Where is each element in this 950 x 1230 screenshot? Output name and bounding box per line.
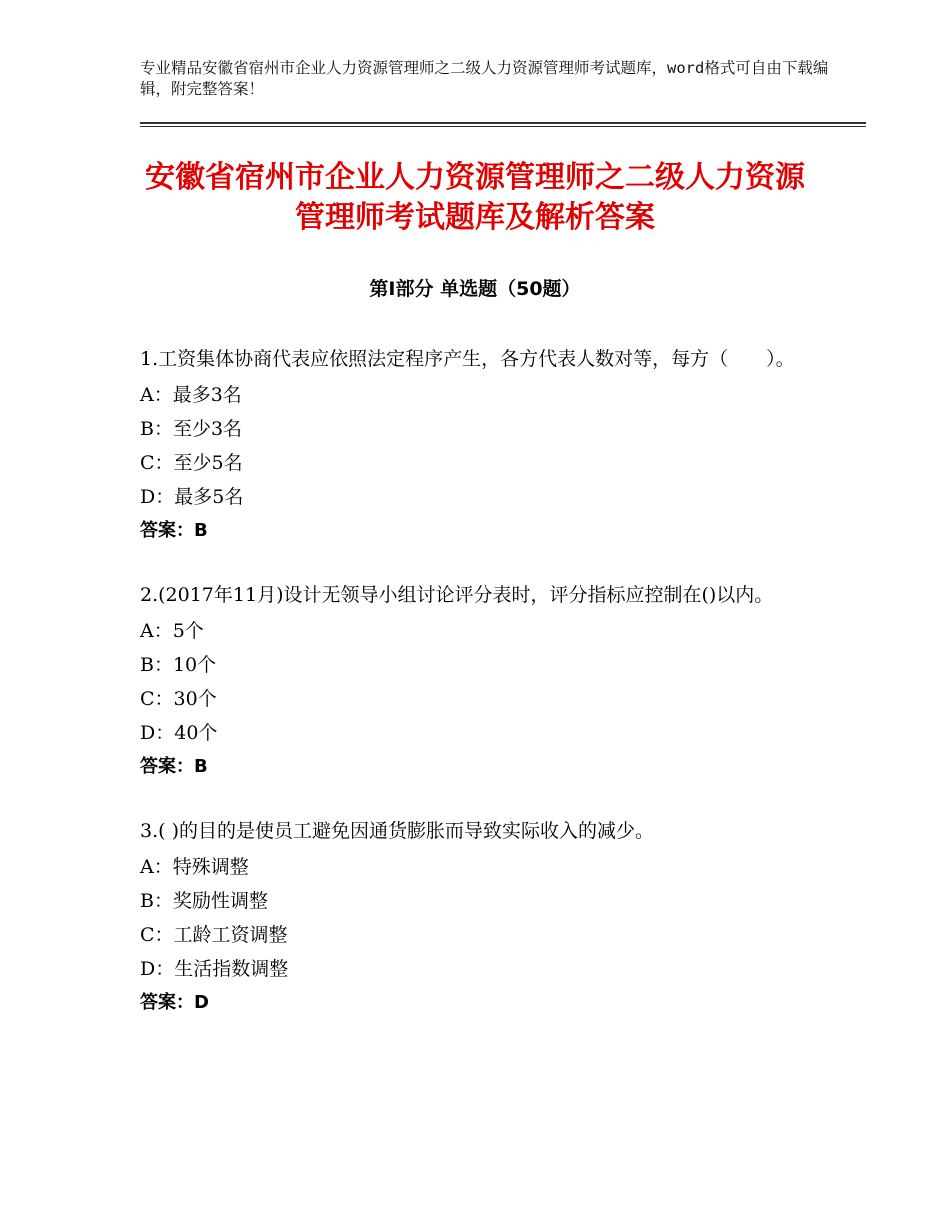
option-c: C：至少5名 xyxy=(140,452,243,474)
option-b: B：10个 xyxy=(140,654,217,676)
question-stem: 1.工资集体协商代表应依照法定程序产生，各方代表人数对等，每方（ ）。 xyxy=(140,348,795,370)
option-a: A：特殊调整 xyxy=(140,856,249,878)
question-stem: 3.( )的目的是使员工避免因通货膨胀而导致实际收入的减少。 xyxy=(140,820,654,842)
option-d: D：生活指数调整 xyxy=(140,958,289,980)
question-list xyxy=(140,344,820,1052)
option-a: A：5个 xyxy=(140,620,204,642)
document-title: 安徽省宿州市企业人力资源管理师之二级人力资源管理师考试题库及解析答案 xyxy=(145,160,805,235)
section-title: 第Ⅰ部分 单选题（50题） xyxy=(369,278,581,300)
question-2 xyxy=(140,580,820,784)
option-d: D：40个 xyxy=(140,722,218,744)
question-1 xyxy=(140,344,820,548)
header-divider-thick xyxy=(140,122,866,124)
answer: 答案：B xyxy=(140,756,208,777)
answer: 答案：D xyxy=(140,992,209,1013)
answer: 答案：B xyxy=(140,520,208,541)
option-c: C：30个 xyxy=(140,688,217,710)
header-note: 专业精品安徽省宿州市企业人力资源管理师之二级人力资源管理师考试题库，word格式可自由下载编辑，附完整答案！ xyxy=(140,59,829,98)
option-c: C：工龄工资调整 xyxy=(140,924,288,946)
question-3 xyxy=(140,816,820,1020)
question-stem: 2.(2017年11月)设计无领导小组讨论评分表时，评分指标应控制在()以内。 xyxy=(140,584,774,606)
option-a: A：最多3名 xyxy=(140,384,242,406)
option-d: D：最多5名 xyxy=(140,486,244,508)
header-divider-thin xyxy=(140,126,866,127)
option-b: B：至少3名 xyxy=(140,418,243,440)
option-b: B：奖励性调整 xyxy=(140,890,268,912)
